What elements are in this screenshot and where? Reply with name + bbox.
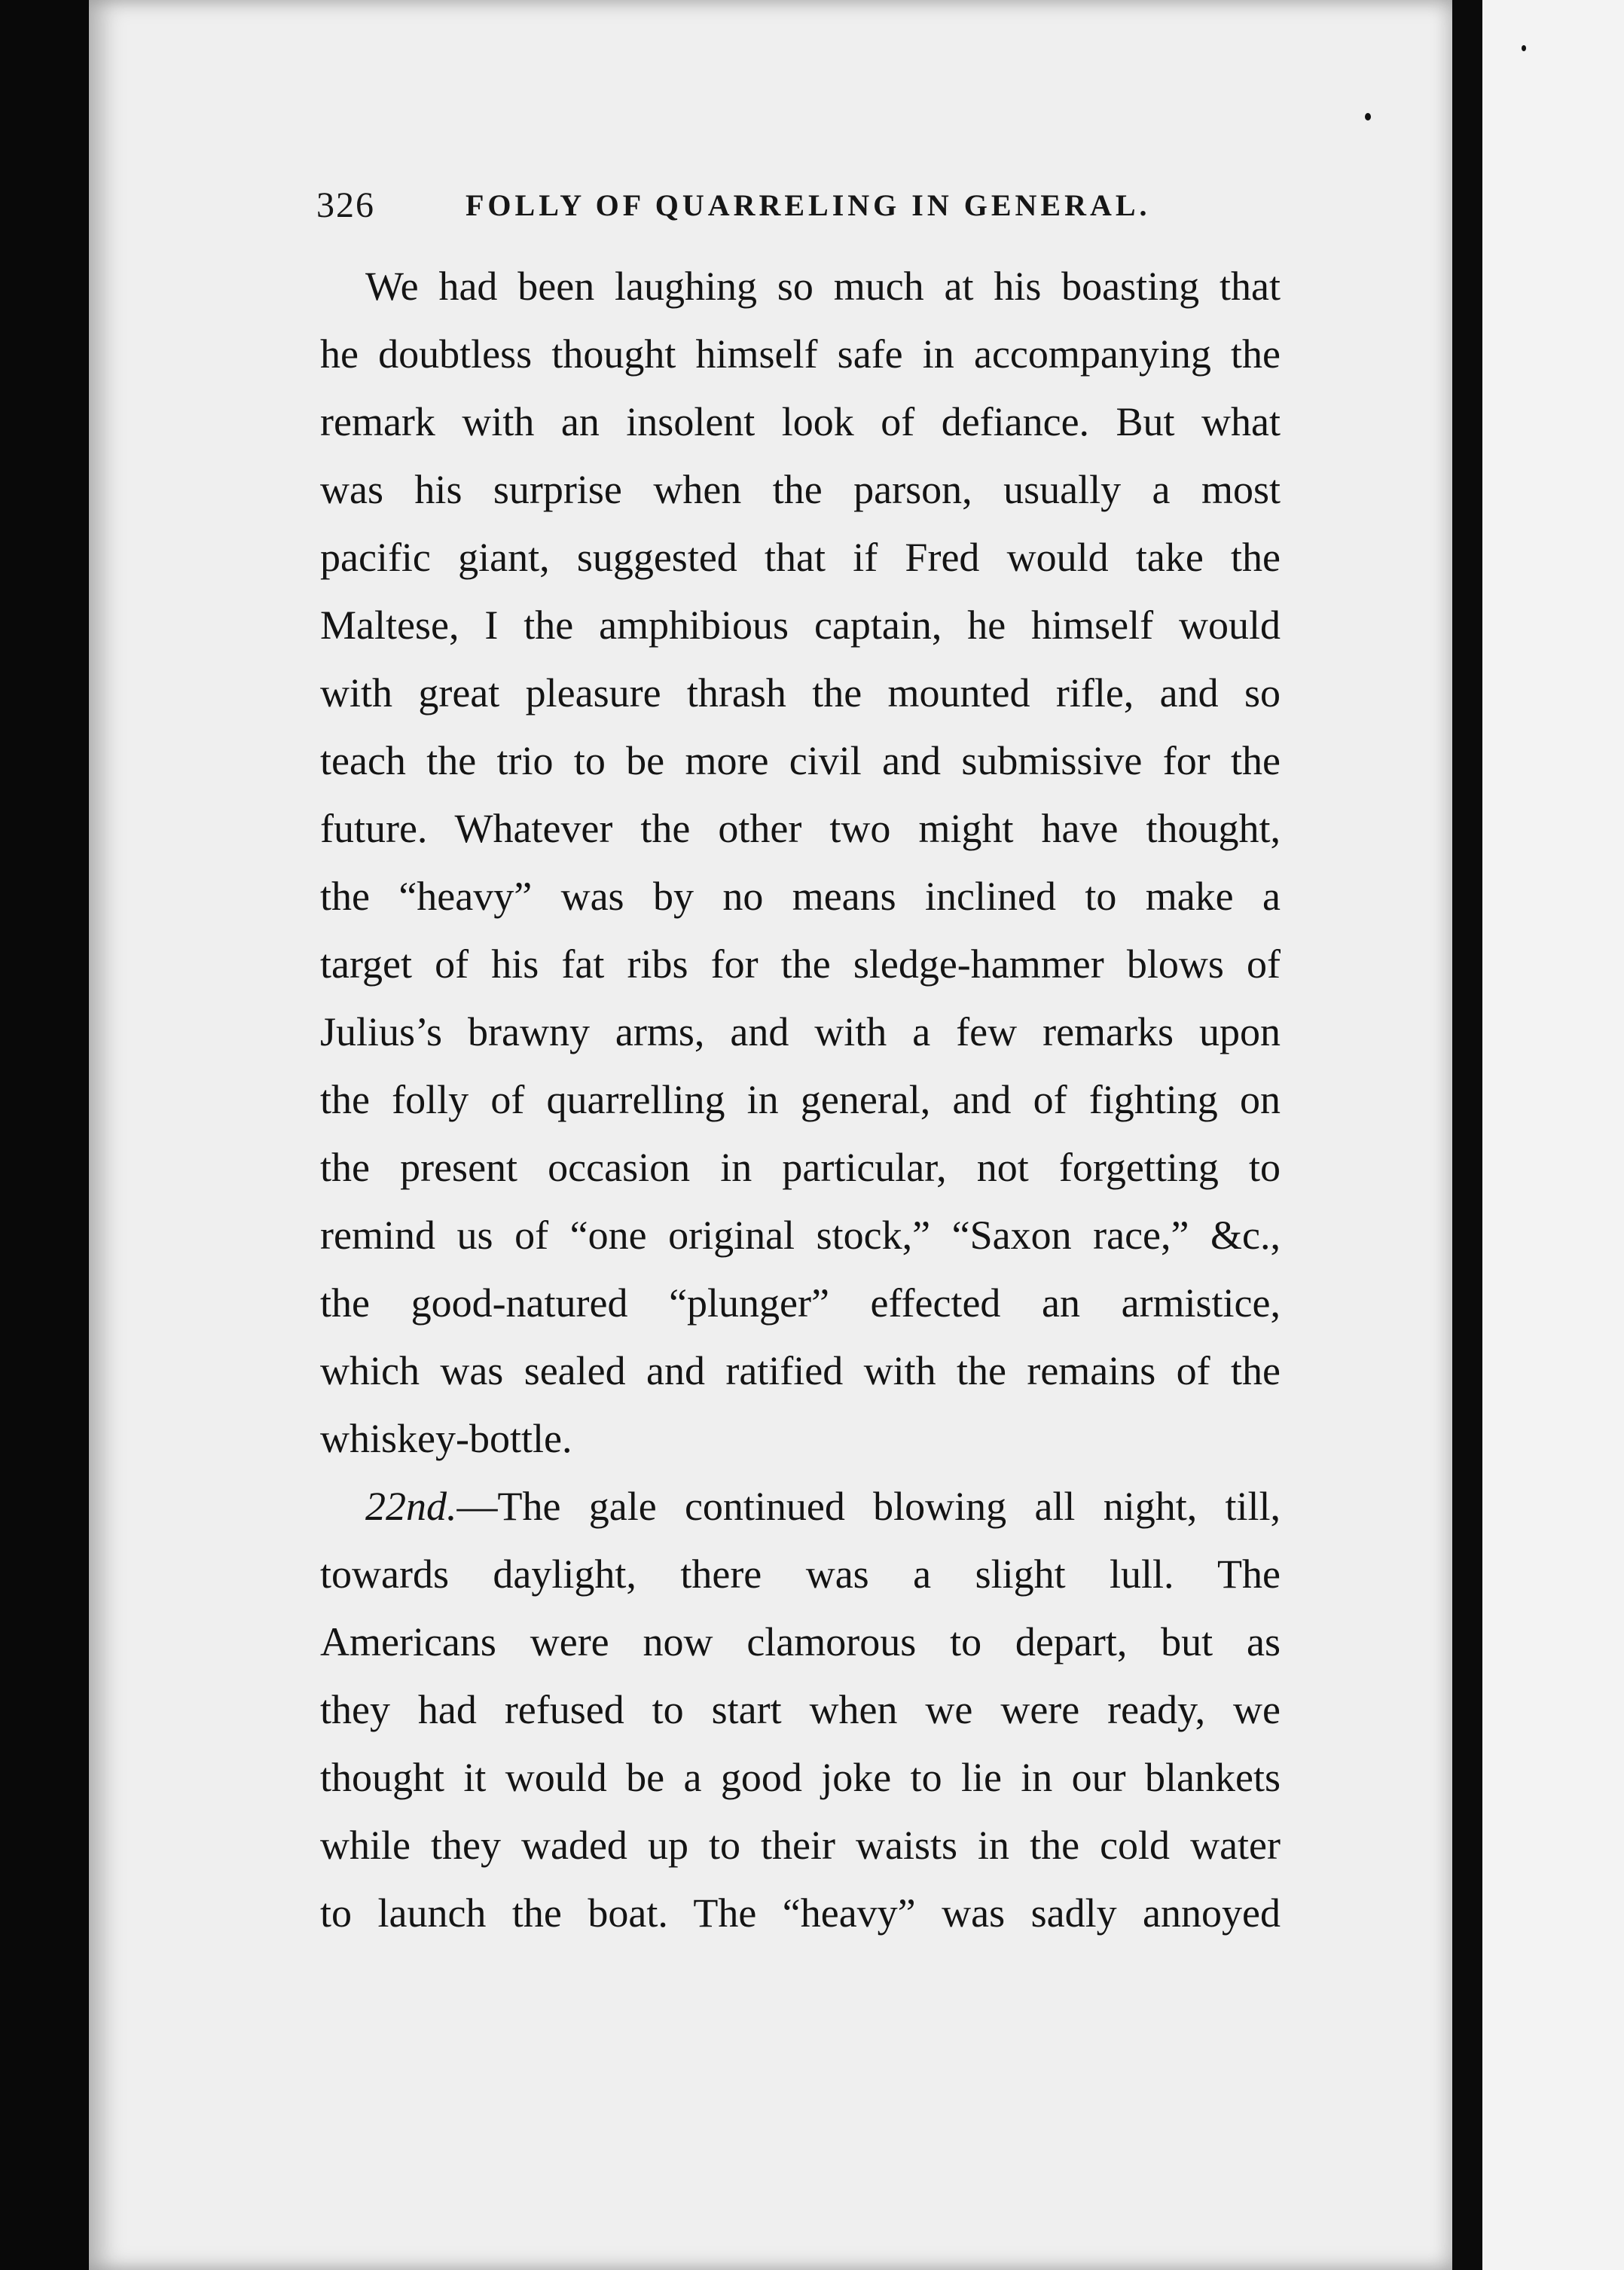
adjacent-page-edge — [1482, 0, 1624, 2270]
paragraph-date-line — [320, 1472, 1281, 1540]
body-text — [320, 252, 1281, 1947]
running-head: FOLLY OF QUARRELING IN GENERAL. — [466, 188, 1151, 222]
entry-date: 22nd. — [365, 1484, 457, 1529]
text-line: teach the trio to be more civil and submissive for the — [320, 738, 1281, 783]
text-line: with great pleasure thrash the mounted rifle, and so — [320, 670, 1281, 715]
text-line: to launch the boat. The “heavy” was sadly annoyed — [320, 1890, 1281, 1936]
text-line: while they waded up to their waists in the cold water — [320, 1823, 1281, 1868]
text-line: pacific giant, suggested that if Fred would take the — [320, 535, 1281, 580]
text-line: future. Whatever the other two might have thought, — [320, 806, 1281, 851]
text-line: was his surprise when the parson, usually a most — [320, 467, 1281, 512]
text-line: Julius’s brawny arms, and with a few remarks upon — [320, 1009, 1281, 1054]
text-line: remark with an insolent look of defiance. But what — [320, 399, 1281, 444]
text-line: he doubtless thought himself safe in accompanying the — [320, 331, 1281, 377]
text-line: We had been laughing so much at his boasting that — [365, 264, 1281, 309]
text-line: Maltese, I the amphibious captain, he himself would — [320, 603, 1281, 648]
scan-speck — [1365, 113, 1371, 121]
scan-border-left — [0, 0, 89, 2270]
text-line: the good-natured “plunger” effected an armistice, — [320, 1280, 1281, 1326]
text-line: the present occasion in particular, not forgetting to — [320, 1145, 1281, 1190]
text-line: Americans were now clamorous to depart, but as — [320, 1619, 1281, 1664]
text-line: thought it would be a good joke to lie in our blankets — [320, 1755, 1281, 1800]
scan-speck — [1522, 45, 1526, 51]
text-line: they had refused to start when we were ready, we — [320, 1687, 1281, 1732]
text-line: target of his fat ribs for the sledge-hammer blows of — [320, 941, 1281, 987]
text-line: the “heavy” was by no means inclined to make a — [320, 874, 1281, 919]
text-line: the folly of quarrelling in general, and of fighting on — [320, 1077, 1281, 1122]
page-header — [226, 185, 1281, 237]
text-line: which was sealed and ratified with the remains of the — [320, 1348, 1281, 1393]
text-line: towards daylight, there was a slight lull. The — [320, 1551, 1281, 1597]
page-gutter-shadow — [1452, 0, 1482, 2270]
text-line-rest: —The gale continued blowing all night, till, — [456, 1484, 1281, 1529]
text-line: whiskey-bottle. — [320, 1416, 572, 1461]
text-line: remind us of “one original stock,” “Saxon race,” &c., — [320, 1213, 1281, 1258]
page-number: 326 — [316, 185, 375, 225]
